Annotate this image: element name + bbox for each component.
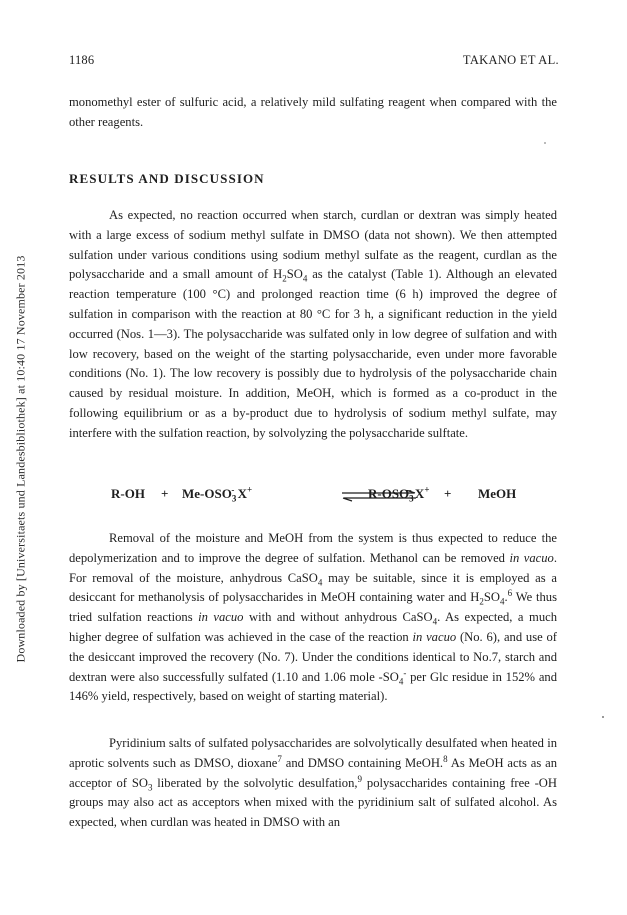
p2-t10: per Glc residue in 152% and 146% yield, respectively, based on weight of starting material). bbox=[69, 669, 558, 704]
intro-text: monomethyl ester of sulfuric acid, a relatively mild sulfating reagent when compared with the other reagents. bbox=[69, 95, 557, 129]
p2-t9: (No. 6), and use of the desiccant improved the recovery (No. 7). Under the conditions identical to No.7, starch and dextran were also successfully sulfated (1.10 and 1.06 mole -SO bbox=[69, 629, 557, 684]
p2-t5: . bbox=[504, 590, 508, 605]
p2-t3: may be suitable, since it is employed as a desiccant for methanolysis of polysaccharides in MeOH containing water and H bbox=[69, 570, 557, 605]
p2-s5: 4 bbox=[398, 676, 404, 687]
p3-s1: 3 bbox=[147, 782, 153, 793]
eq-reactant-2 bbox=[182, 486, 252, 502]
eq-r2-xsup: + bbox=[246, 484, 253, 495]
p2-s2: 2 bbox=[479, 596, 484, 607]
download-watermark-text: Downloaded by [Universitaets und Landesbibliothek] at 10:40 17 November 2013 bbox=[13, 255, 28, 663]
p2-sup1: 6 bbox=[507, 588, 513, 599]
eq-p1-xsup: + bbox=[424, 484, 430, 495]
p2-i2: in vacuo bbox=[198, 610, 244, 625]
p2-t2: . For removal of the moisture, anhydrous CaSO bbox=[69, 550, 557, 585]
eq-p1-base: R-OSO bbox=[368, 486, 410, 501]
eq-p1-sub: 3 bbox=[409, 493, 414, 504]
p3-sup1: 7 bbox=[277, 753, 282, 764]
p1-text-c: as the catalyst (Table 1). Although an elevated reaction temperature (100 °C) and prolonged reaction time (6 h) improved the degree of sulfation in comparison with the reaction at 80 °C for 3 h, a significant reduction in the yield occurred (Nos. 1—3). The polysaccharide was sulfated only in low degree of sulfation and with low recovery, based on the weight of the starting polysaccharide, even under more favorable conditions (No. 1). The low recovery is possibly due to hydrolysis of the polysaccharide chain caused by residual moisture. In addition, MeOH, which is formed as a co-product in the following equilibrium or as a by-product due to hydrolysis of sodium methyl sulfate, may interfere with the sulfation reaction, by solvolyzing the polysaccharide sulftate. bbox=[69, 267, 557, 440]
eq-plus-1: + bbox=[161, 486, 169, 501]
p2-sup2: - bbox=[403, 667, 407, 678]
section-heading: RESULTS AND DISCUSSION bbox=[69, 171, 265, 186]
eq-reactant-1: R-OH bbox=[111, 486, 145, 501]
paragraph-1-text bbox=[69, 206, 557, 444]
eq-r2-sup: - bbox=[231, 484, 235, 495]
paragraph-2-text bbox=[69, 529, 557, 707]
paragraph-3 bbox=[69, 734, 557, 833]
equilibrium-equation bbox=[69, 486, 557, 506]
p2-s4: 4 bbox=[432, 616, 438, 627]
p2-i1: in vacuo bbox=[509, 550, 554, 565]
p2-t1: Removal of the moisture and MeOH from the system is thus expected to reduce the depolymerization and to improve the degree of sulfation. Methanol can be removed bbox=[69, 531, 557, 565]
p2-i3: in vacuo bbox=[412, 629, 457, 644]
p2-s1: 4 bbox=[317, 577, 323, 588]
p1-sub-a: 2 bbox=[282, 273, 287, 284]
p2-s3: 4 bbox=[499, 596, 505, 607]
p1-text-a: As expected, no reaction occurred when starch, curdlan or dextran was simply heated with a large excess of sodium methyl sulfate in DMSO (data not shown). We then attempted sulfation under various conditions using sodium methyl sulfate as the reagent, curdlan as the polysaccharide and a small amount of H bbox=[69, 208, 557, 282]
running-head: TAKANO ET AL. bbox=[462, 53, 559, 67]
p2-t6: We thus tried sulfation reactions bbox=[69, 590, 558, 625]
eq-p1-sup: - bbox=[408, 484, 412, 495]
eq-product-1 bbox=[368, 486, 429, 502]
eq-plus-2: + bbox=[444, 486, 452, 501]
eq-product-2: MeOH bbox=[478, 486, 517, 501]
scan-speck bbox=[544, 142, 546, 144]
p3-t2: and DMSO containing MeOH. bbox=[281, 755, 444, 770]
eq-r2-sub: 3 bbox=[231, 493, 237, 504]
p2-t7: with and without anhydrous CaSO bbox=[243, 610, 433, 625]
p2-t4: SO bbox=[483, 590, 500, 605]
p3-t4: liberated by the solvolytic desulfation, bbox=[152, 775, 358, 790]
p1-sub-b: 4 bbox=[302, 273, 308, 284]
paragraph-2 bbox=[69, 529, 557, 707]
p1-text-b: SO bbox=[286, 267, 303, 282]
p2-t8: . As expected, a much higher degree of sulfation was achieved in the case of the reaction bbox=[69, 610, 558, 644]
eq-r2-x: X bbox=[237, 486, 247, 501]
p3-t1: Pyridinium salts of sulfated polysaccharides are solvolytically desulfated when heated in aprotic solvents such as DMSO, dioxane bbox=[69, 736, 557, 770]
paragraph-3-text bbox=[69, 734, 557, 833]
eq-r2-base: Me-OSO bbox=[182, 486, 232, 501]
eq-p1-x: X bbox=[414, 486, 425, 501]
intro-paragraph bbox=[69, 93, 557, 133]
p3-sup2: 8 bbox=[443, 753, 448, 764]
p3-t5: polysaccharides containing free -OH groups may also act as acceptors when mixed with the pyridinium salt of sulfated alcohol. As expected, when curdlan was heated in DMSO with an bbox=[69, 775, 557, 830]
scan-speck bbox=[602, 716, 604, 718]
p3-t3: As MeOH acts as an acceptor of SO bbox=[69, 755, 557, 790]
page-number: 1186 bbox=[69, 53, 95, 67]
paragraph-1 bbox=[69, 206, 557, 444]
p3-sup3: 9 bbox=[357, 773, 363, 784]
